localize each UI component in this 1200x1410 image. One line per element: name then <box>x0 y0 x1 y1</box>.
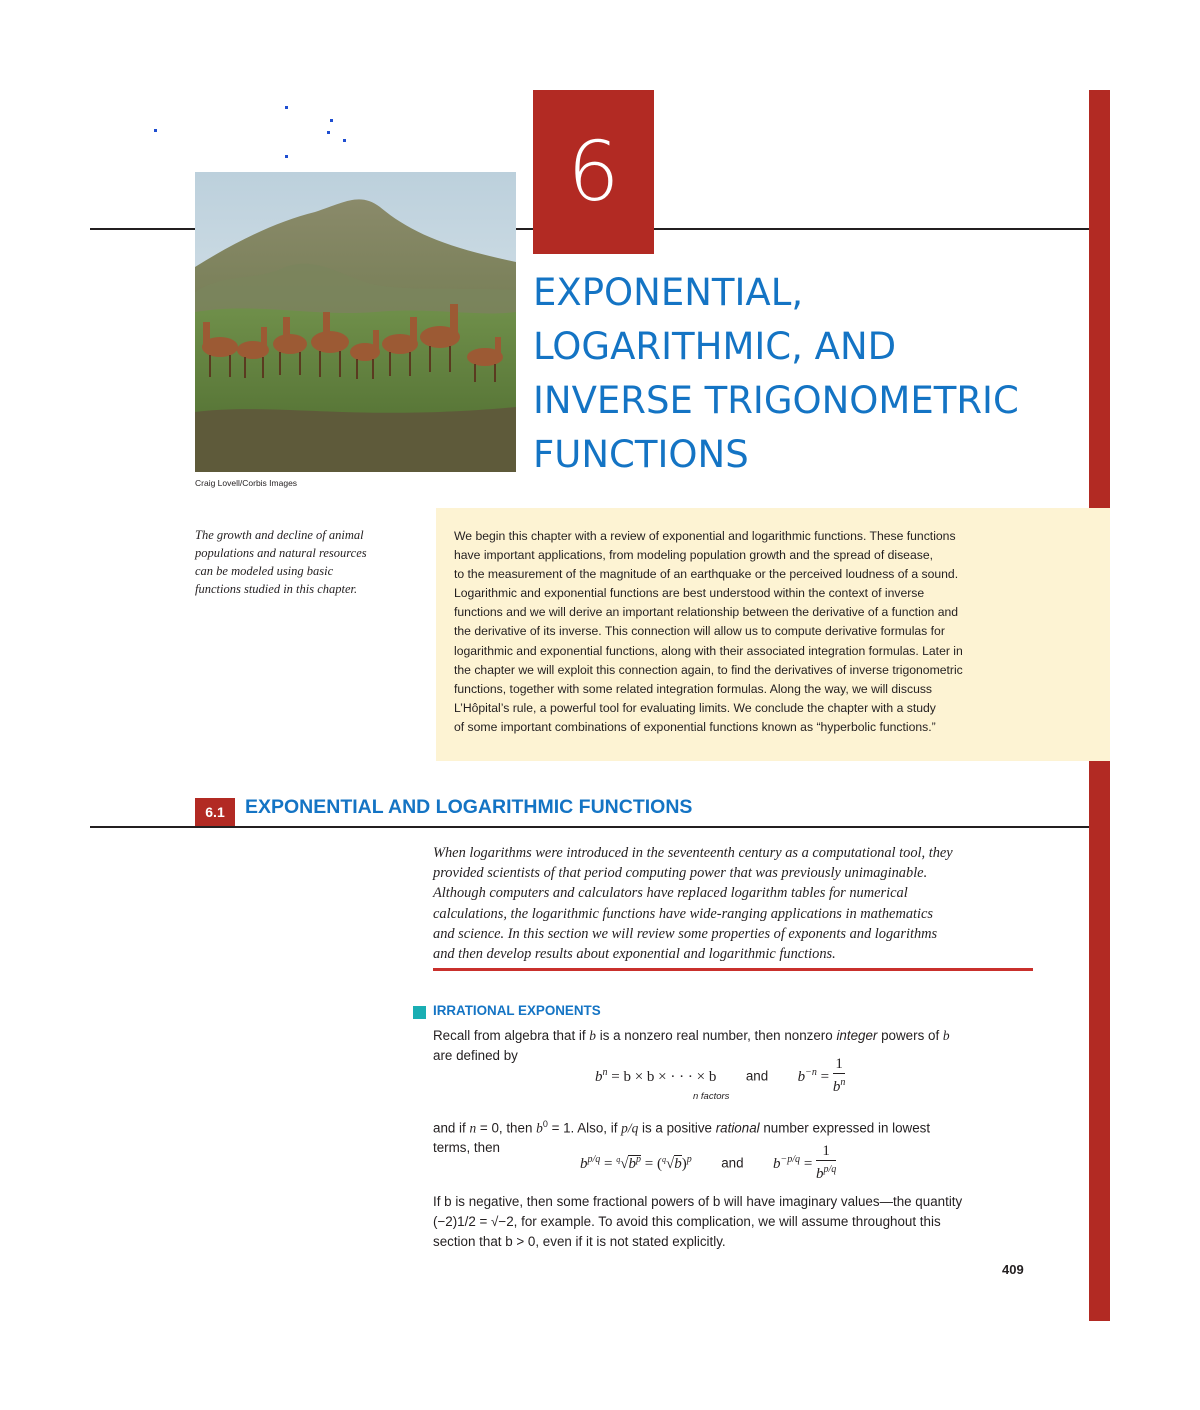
side-caption-line: The growth and decline of animal <box>195 528 364 542</box>
paragraph-negative-base <box>433 1192 1038 1252</box>
intro-line: to the measurement of the magnitude of an earthquake or the perceived loudness of a sound. <box>454 567 959 582</box>
chapter-title-line: INVERSE TRIGONOMETRIC <box>533 379 1019 422</box>
subsection-title: IRRATIONAL EXPONENTS <box>433 1003 601 1018</box>
radical-sign: √ <box>620 1155 629 1172</box>
math-sup: n <box>602 1066 608 1078</box>
chapter-rule-left <box>90 228 195 230</box>
section-intro-line: When logarithms were introduced in the seventeenth century as a computational tool, they <box>433 845 953 861</box>
math-var: b <box>536 1120 543 1136</box>
math-sup: 0 <box>542 1119 548 1129</box>
math-var: b <box>628 1155 636 1172</box>
chapter-number-text: 6 <box>567 124 620 220</box>
math-var: b <box>773 1155 781 1172</box>
math-var: b <box>674 1155 682 1172</box>
side-caption <box>195 526 435 598</box>
side-caption-line: populations and natural resources <box>195 546 367 560</box>
text-run: and if <box>433 1120 470 1136</box>
math-equals: = <box>800 1155 817 1172</box>
fraction-numerator: 1 <box>816 1143 836 1161</box>
text-run: number expressed in lowest <box>759 1120 931 1136</box>
section-intro-line: and science. In this section we will review some properties of exponents and logarithms <box>433 925 938 942</box>
math-var: b <box>595 1068 603 1085</box>
section-rule <box>90 826 1110 828</box>
root-index: q <box>616 1154 621 1164</box>
page-number: 409 <box>1002 1262 1024 1277</box>
intro-line: logarithmic and exponential functions, along with their associated integration formulas. Later in <box>454 643 963 658</box>
fraction-numerator: 1 <box>833 1056 846 1074</box>
radical-sign: √ <box>665 1155 675 1172</box>
chapter-rule-mid <box>516 228 533 230</box>
side-caption-line: can be modeled using basic <box>195 564 334 578</box>
math-var: b <box>816 1166 824 1182</box>
paragraph-line: If b is negative, then some fractional powers of b will have imaginary values—the quantity <box>433 1194 963 1209</box>
section-intro <box>433 843 1043 964</box>
math-sup: n <box>840 1077 846 1088</box>
text-run: = 0, then <box>476 1120 537 1136</box>
math-equals: = <box>816 1068 833 1085</box>
math-sup: p <box>635 1153 641 1165</box>
math-sup: −n <box>805 1066 817 1078</box>
math-expression: = ( <box>640 1155 662 1172</box>
text-run: is a nonzero real number, then nonzero <box>596 1028 837 1043</box>
section-title: EXPONENTIAL AND LOGARITHMIC FUNCTIONS <box>245 796 693 818</box>
section-intro-line: Although computers and calculators have replaced logarithm tables for numerical <box>433 885 908 902</box>
math-equals: = <box>600 1155 617 1172</box>
math-expression: = b × b × · · · × b <box>607 1068 717 1085</box>
root-index: q <box>661 1154 666 1164</box>
paragraph-line: are defined by <box>433 1048 518 1063</box>
chapter-rule-right <box>654 228 1110 230</box>
chapter-title-line: EXPONENTIAL, <box>533 271 804 314</box>
emphasis: integer <box>836 1028 878 1043</box>
section-intro-line: and then develop results about exponential and logarithmic functions. <box>433 946 836 963</box>
math-expression: ) <box>681 1155 687 1172</box>
text-run: is a positive <box>638 1120 716 1136</box>
math-sup: p <box>686 1153 692 1165</box>
photo-credit: Craig Lovell/Corbis Images <box>195 478 298 488</box>
intro-line: the derivative of its inverse. This connection will allow us to compute derivative formulas for <box>454 624 945 639</box>
section-intro-line: provided scientists of that period computing power that was previously unimaginable. <box>433 865 928 882</box>
chapter-title-line: FUNCTIONS <box>533 433 749 476</box>
side-caption-line: functions studied in this chapter. <box>195 582 358 596</box>
math-var: b <box>589 1028 596 1043</box>
paragraph-line: section that b > 0, even if it is not stated explicitly. <box>433 1234 726 1249</box>
section-number: 6.1 <box>205 804 225 820</box>
section-intro-line: calculations, the logarithmic functions have wide-ranging applications in mathematics <box>433 905 934 922</box>
math-var: b <box>942 1028 950 1043</box>
intro-line: Logarithmic and exponential functions are best understood within the context of inverse <box>454 586 925 601</box>
paragraph-line: terms, then <box>433 1140 500 1156</box>
paragraph-line <box>433 1114 1038 1138</box>
intro-line: of some important combinations of exponential functions known as “hyperbolic functions.” <box>454 719 936 734</box>
math-var: b <box>580 1155 588 1172</box>
equation-integer-powers <box>595 1056 846 1102</box>
paragraph-line <box>433 1026 1038 1046</box>
emphasis: rational <box>715 1120 760 1136</box>
paragraph-line: (−2)1/2 = √−2, for example. To avoid this complication, we will assume throughout this <box>433 1214 941 1229</box>
intro-line: functions and we will derive an important relationship between the derivative of a function and <box>454 605 959 620</box>
margin-bar-bottom <box>1089 761 1110 1321</box>
intro-line: We begin this chapter with a review of exponential and logarithmic functions. These functions <box>454 529 956 543</box>
math-var: n <box>469 1120 477 1136</box>
math-var: p/q <box>621 1120 639 1136</box>
math-sup: p/q <box>823 1164 837 1175</box>
intro-line: functions, together with some related integration formulas. Along the way, we will discuss <box>454 681 933 696</box>
conjunction: and <box>745 1068 769 1084</box>
chapter-title <box>533 266 1093 482</box>
section-number-badge <box>195 798 235 826</box>
chapter-number <box>533 90 654 254</box>
text-run: Recall from algebra that if <box>433 1028 590 1043</box>
math-sup: −p/q <box>780 1153 801 1165</box>
section-intro-rule <box>433 968 1033 971</box>
math-sup: p/q <box>587 1153 601 1165</box>
chapter-title-line: LOGARITHMIC, AND <box>533 325 897 368</box>
intro-line: have important applications, from modeling population growth and the spread of disease, <box>454 548 933 563</box>
intro-line: L’Hôpital’s rule, a powerful tool for evaluating limits. We conclude the chapter with a study <box>454 700 936 715</box>
chapter-photo-deer-herd <box>195 172 516 472</box>
text-run: = 1. Also, if <box>547 1120 622 1136</box>
chapter-intro-text <box>454 527 1074 737</box>
fraction <box>816 1143 836 1183</box>
math-var: b <box>832 1079 841 1095</box>
subsection-marker-square <box>413 1006 426 1019</box>
fraction-denominator <box>833 1074 846 1096</box>
fraction-denominator <box>816 1161 836 1183</box>
fraction <box>833 1056 846 1096</box>
intro-line: the chapter we will exploit this connection again, to find the derivatives of inverse trigonometric <box>454 662 963 677</box>
text-run: powers of <box>877 1028 943 1043</box>
conjunction: and <box>721 1155 744 1171</box>
equation-rational-powers <box>580 1143 836 1183</box>
underbrace-label: n factors <box>693 1090 730 1102</box>
math-var: b <box>797 1068 806 1085</box>
